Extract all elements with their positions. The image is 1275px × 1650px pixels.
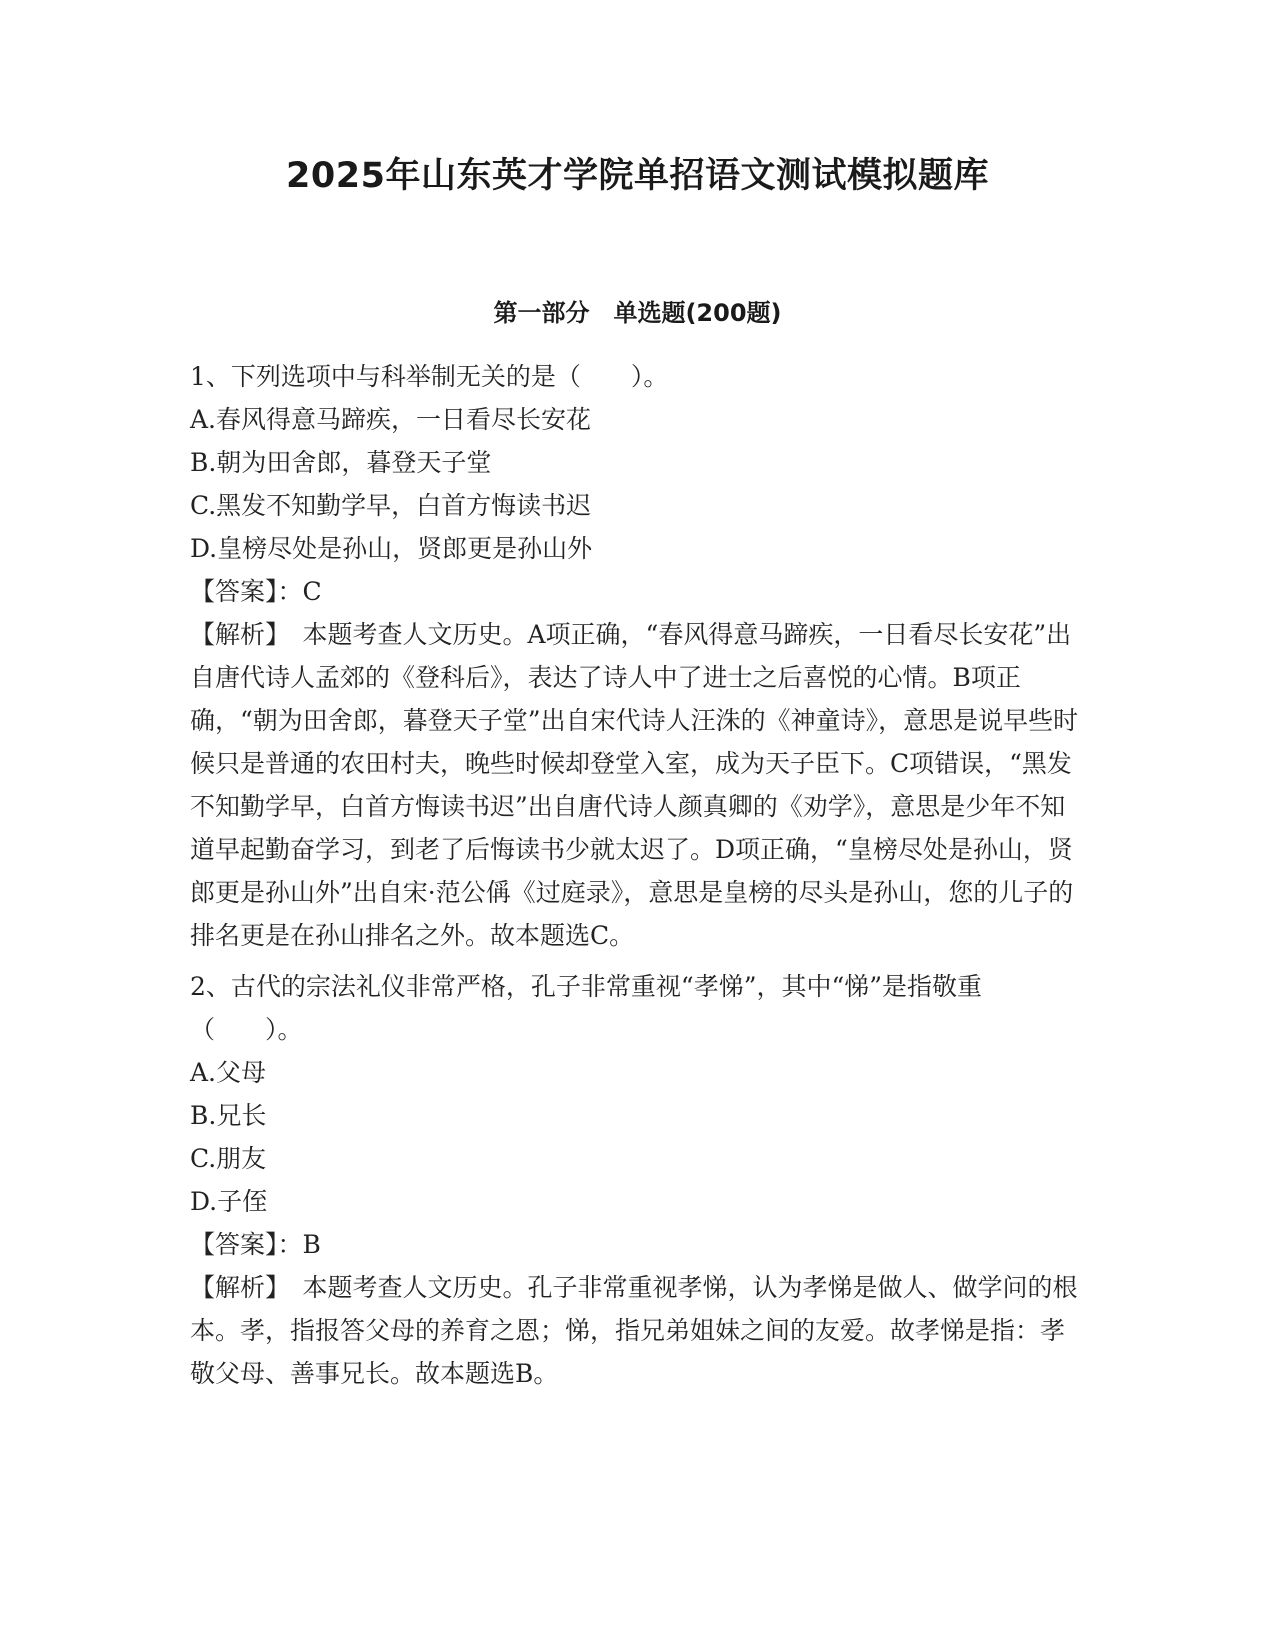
option-b: B.兄长 (190, 1101, 267, 1130)
analysis: 【解析】 本题考查人文历史。孔子非常重视孝悌，认为孝悌是做人、做学问的根本。孝，指报答父母的养育之恩；悌，指兄弟姐妹之间的友爱。故孝悌是指：孝敬父母、善事兄长。故本题选B。 (190, 1273, 1078, 1388)
answer: 【答案】：B (190, 1230, 321, 1259)
option-c: C.黑发不知勤学早，白首方悔读书迟 (190, 491, 592, 520)
answer: 【答案】：C (190, 577, 322, 606)
option-c: C.朋友 (190, 1144, 267, 1173)
analysis: 【解析】 本题考查人文历史。A项正确，“春风得意马蹄疾，一日看尽长安花”出自唐代诗人孟郊的《登科后》，表达了诗人中了进士之后喜悦的心情。B项正确，“朝为田舍郎，暮登天子堂”出自宋代诗人汪洙的《神童诗》，意思是说早些时候只是普通的农田村夫，晚些时候却登堂入室，成为天子臣下。C项错误，“黑发不知勤学早，白首方悔读书迟”出自唐代诗人颜真卿的《劝学》，意思是少年不知道早起勤奋学习，到老了后悔读书少就太迟了。D项正确，“皇榜尽处是孙山，贤郎更是孙山外”出自宋·范公偁《过庭录》，意思是皇榜的尽头是孙山，您的儿子的排名更是在孙山排名之外。故本题选C。 (190, 620, 1079, 950)
option-a: A.春风得意马蹄疾，一日看尽长安花 (190, 405, 592, 434)
question-list (190, 355, 1085, 1395)
option-b: B.朝为田舍郎，暮登天子堂 (190, 448, 492, 477)
document-title: 2025年山东英才学院单招语文测试模拟题库 (286, 156, 989, 196)
question-1 (190, 355, 1085, 957)
option-d: D.皇榜尽处是孙山，贤郎更是孙山外 (190, 534, 593, 563)
question-stem: 2、古代的宗法礼仪非常严格，孔子非常重视“孝悌”，其中“悌”是指敬重（ ）。 (190, 972, 983, 1044)
option-a: A.父母 (190, 1058, 267, 1087)
section-title: 第一部分 单选题(200题) (493, 299, 782, 327)
question-stem: 1、下列选项中与科举制无关的是（ ）。 (190, 362, 669, 391)
option-d: D.子侄 (190, 1187, 268, 1216)
question-2 (190, 965, 1085, 1395)
